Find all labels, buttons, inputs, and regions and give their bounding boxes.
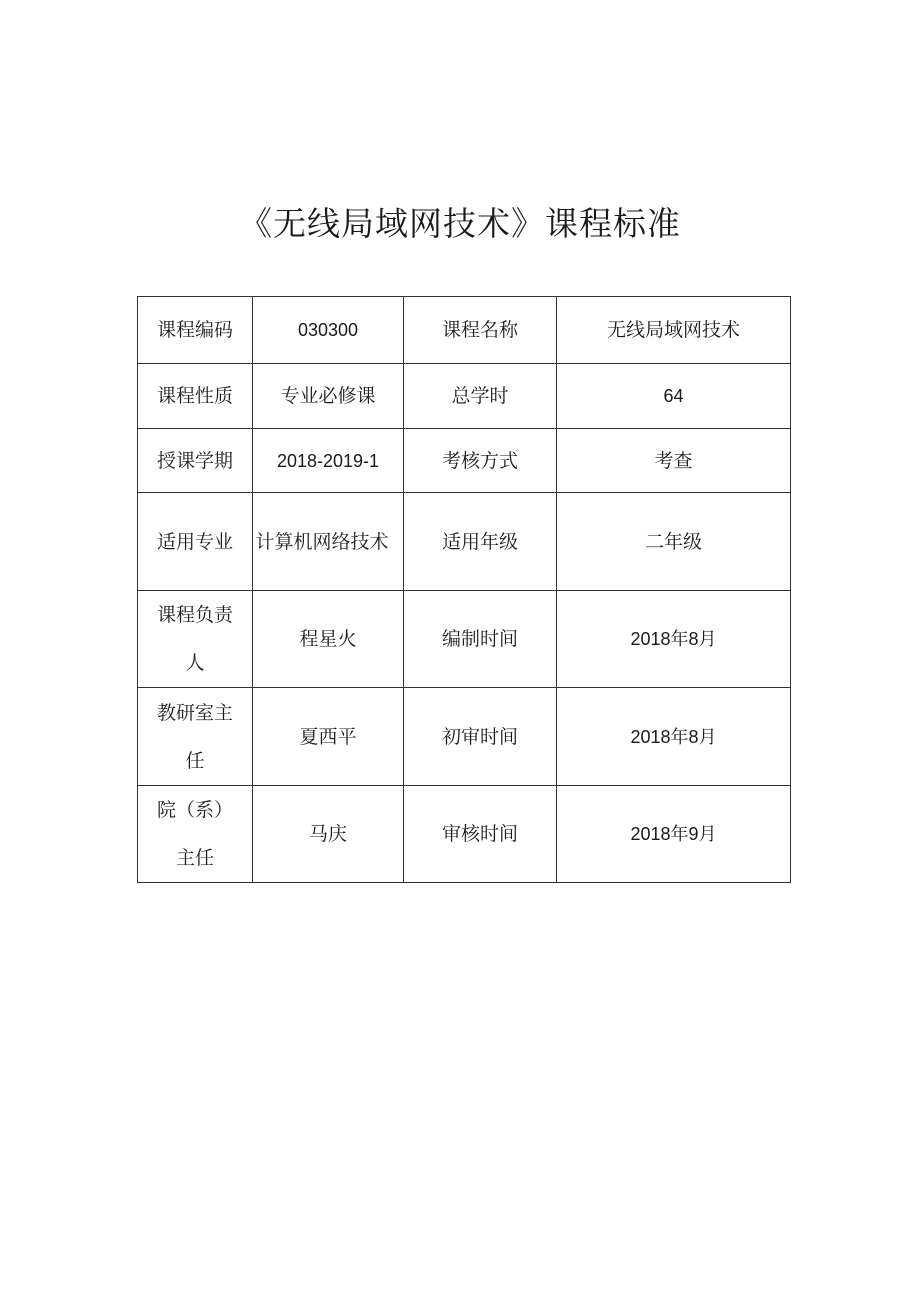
value-grade: 二年级 bbox=[557, 493, 791, 591]
table-row bbox=[138, 591, 791, 688]
table-row bbox=[138, 429, 791, 493]
label-course-lead: 课程负责人 bbox=[138, 591, 253, 688]
value-course-name: 无线局域网技术 bbox=[557, 297, 791, 364]
label-dept-director: 院（系）主任 bbox=[138, 786, 253, 883]
table-row bbox=[138, 688, 791, 786]
value-major: 计算机网络技术 bbox=[253, 493, 404, 591]
table-row bbox=[138, 786, 791, 883]
value-final-review: 2018年9月 bbox=[557, 786, 791, 883]
value-total-hours: 64 bbox=[557, 364, 791, 429]
value-course-type: 专业必修课 bbox=[253, 364, 404, 429]
table-row bbox=[138, 493, 791, 591]
course-info-table bbox=[137, 296, 791, 883]
value-initial-review: 2018年8月 bbox=[557, 688, 791, 786]
table-row bbox=[138, 364, 791, 429]
label-assessment: 考核方式 bbox=[404, 429, 557, 493]
value-course-code: 030300 bbox=[253, 297, 404, 364]
label-compile-time: 编制时间 bbox=[404, 591, 557, 688]
label-grade: 适用年级 bbox=[404, 493, 557, 591]
value-compile-time: 2018年8月 bbox=[557, 591, 791, 688]
value-course-lead: 程星火 bbox=[253, 591, 404, 688]
label-initial-review: 初审时间 bbox=[404, 688, 557, 786]
label-course-code: 课程编码 bbox=[138, 297, 253, 364]
value-office-director: 夏西平 bbox=[253, 688, 404, 786]
label-office-director: 教研室主任 bbox=[138, 688, 253, 786]
document-title: 《无线局域网技术》课程标准 bbox=[239, 204, 681, 244]
label-course-name: 课程名称 bbox=[404, 297, 557, 364]
label-major: 适用专业 bbox=[138, 493, 253, 591]
label-total-hours: 总学时 bbox=[404, 364, 557, 429]
value-semester: 2018-2019-1 bbox=[253, 429, 404, 493]
table-row bbox=[138, 297, 791, 364]
value-assessment: 考查 bbox=[557, 429, 791, 493]
value-dept-director: 马庆 bbox=[253, 786, 404, 883]
label-course-type: 课程性质 bbox=[138, 364, 253, 429]
label-semester: 授课学期 bbox=[138, 429, 253, 493]
label-final-review: 审核时间 bbox=[404, 786, 557, 883]
